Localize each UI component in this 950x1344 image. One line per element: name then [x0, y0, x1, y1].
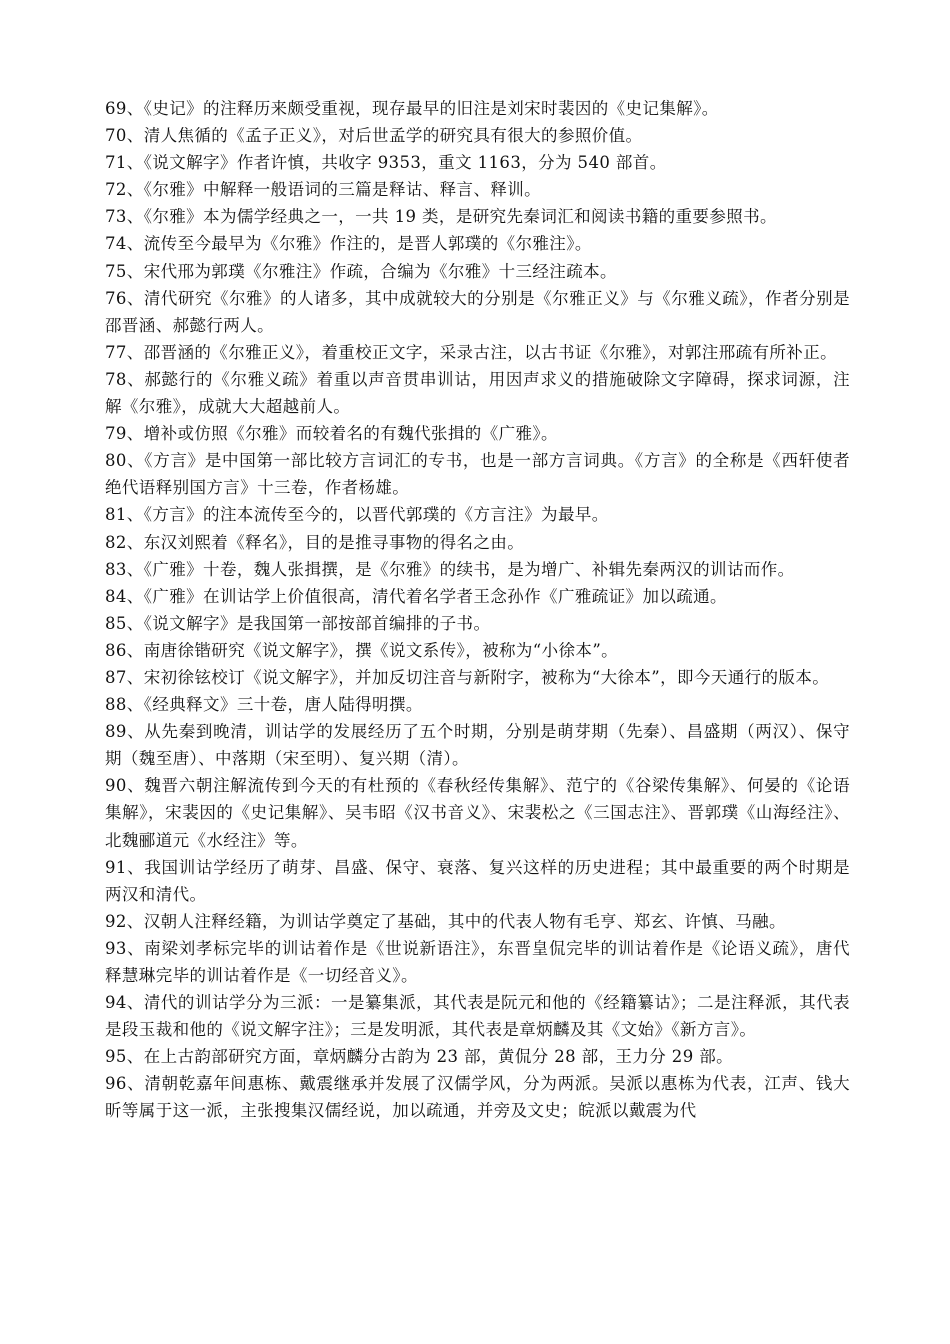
paragraph-69: 69、《史记》的注释历来颇受重视，现存最早的旧注是刘宋时裴因的《史记集解》。: [105, 99, 719, 118]
paragraph-80: 80、《方言》是中国第一部比较方言词汇的专书，也是一部方言词典。《方言》的全称是《西轩使者绝代语释别国方言》十三卷，作者杨雄。: [105, 451, 850, 498]
paragraph-79: 79、增补或仿照《尔雅》而较着名的有魏代张揖的《广雅》。: [105, 424, 558, 444]
paragraph-74: 74、流传至今最早为《尔雅》作注的，是晋人郭璞的《尔雅注》。: [105, 234, 592, 254]
paragraph-96: 96、清朝乾嘉年间惠栋、戴震继承并发展了汉儒学风，分为两派。吴派以惠栋为代表，江声、钱大昕等属于这一派，主张搜集汉儒经说，加以疏通，并旁及文史；皖派以戴震为代: [105, 1074, 850, 1121]
paragraph-94: 94、清代的训诂学分为三派：一是纂集派，其代表是阮元和他的《经籍纂诂》；二是注释派，其代表是段玉裁和他的《说文解字注》；三是发明派，其代表是章炳麟及其《文始》《新方言》。: [105, 993, 850, 1040]
paragraph-82: 82、东汉刘熙着《释名》，目的是推寻事物的得名之由。: [105, 532, 525, 552]
paragraph-76: 76、清代研究《尔雅》的人诸多，其中成就较大的分别是《尔雅正义》与《尔雅义疏》，作者分别是邵晋涵、郝懿行两人。: [105, 288, 850, 335]
paragraph-91: 91、我国训诂学经历了萌芽、昌盛、保守、衰落、复兴这样的历史进程；其中最重要的两个时期是两汉和清代。: [105, 857, 850, 904]
paragraph-95: 95、在上古韵部研究方面，章炳麟分古韵为 23 部，黄侃分 28 部，王力分 29 部。: [105, 1047, 734, 1067]
paragraph-77: 77、邵晋涵的《尔雅正义》，着重校正文字，采录古注，以古书证《尔雅》，对郭注邢疏有所补正。: [105, 342, 837, 362]
paragraph-78: 78、郝懿行的《尔雅义疏》着重以声音贯串训诂，用因声求义的措施破除文字障碍，探求词源，注解《尔雅》，成就大大超越前人。: [105, 369, 850, 417]
paragraph-70: 70、清人焦循的《孟子正义》，对后世孟学的研究具有很大的参照价值。: [105, 126, 643, 146]
paragraph-93: 93、南梁刘孝标完毕的训诂着作是《世说新语注》，东晋皇侃完毕的训诂着作是《论语义疏》，唐代释慧琳完毕的训诂着作是《一切经音义》。: [105, 938, 850, 985]
paragraph-89: 89、从先秦到晚清，训诂学的发展经历了五个时期，分别是萌芽期（先秦）、昌盛期（两汉）、保守期（魏至唐）、中落期（宋至明）、复兴期（清）。: [105, 722, 850, 769]
paragraph-92: 92、汉朝人注释经籍，为训诂学奠定了基础，其中的代表人物有毛亨、郑玄、许慎、马融。: [105, 911, 786, 931]
paragraph-84: 84、《广雅》在训诂学上价值很高，清代着名学者王念孙作《广雅疏证》加以疏通。: [105, 586, 727, 606]
document-body: [105, 95, 850, 1125]
paragraph-75: 75、宋代邢为郭璞《尔雅注》作疏，合编为《尔雅》十三经注疏本。: [105, 261, 617, 281]
paragraph-88: 88、《经典释文》三十卷，唐人陆得明撰。: [105, 695, 423, 715]
paragraph-81: 81、《方言》的注本流传至今的，以晋代郭璞的《方言注》为最早。: [105, 505, 609, 525]
paragraph-87: 87、宋初徐铉校订《说文解字》，并加反切注音与新附字，被称为“大徐本”，即今天通行的版本。: [105, 667, 830, 687]
paragraph-72: 72、《尔雅》中解释一般语词的三篇是释诂、释言、释训。: [105, 180, 542, 200]
paragraph-83: 83、《广雅》十卷，魏人张揖撰，是《尔雅》的续书，是为增广、补辑先秦两汉的训诂而作。: [105, 559, 795, 579]
paragraph-85: 85、《说文解字》是我国第一部按部首编排的子书。: [105, 613, 491, 633]
paragraph-73: 73、《尔雅》本为儒学经典之一，一共 19 类，是研究先秦词汇和阅读书籍的重要参照书。: [105, 207, 777, 227]
paragraph-86: 86、南唐徐锴研究《说文解字》，撰《说文系传》，被称为“小徐本”。: [105, 640, 619, 660]
paragraph-90: 90、魏晋六朝注解流传到今天的有杜预的《春秋经传集解》、范宁的《谷梁传集解》、何晏的《论语集解》，宋裴因的《史记集解》、吴韦昭《汉书音义》、宋裴松之《三国志注》、晋郭璞《山海经注》、北魏郦道元《水经注》等。: [105, 776, 850, 850]
paragraph-71: 71、《说文解字》作者许慎，共收字 9353，重文 1163，分为 540 部首。: [105, 153, 667, 173]
